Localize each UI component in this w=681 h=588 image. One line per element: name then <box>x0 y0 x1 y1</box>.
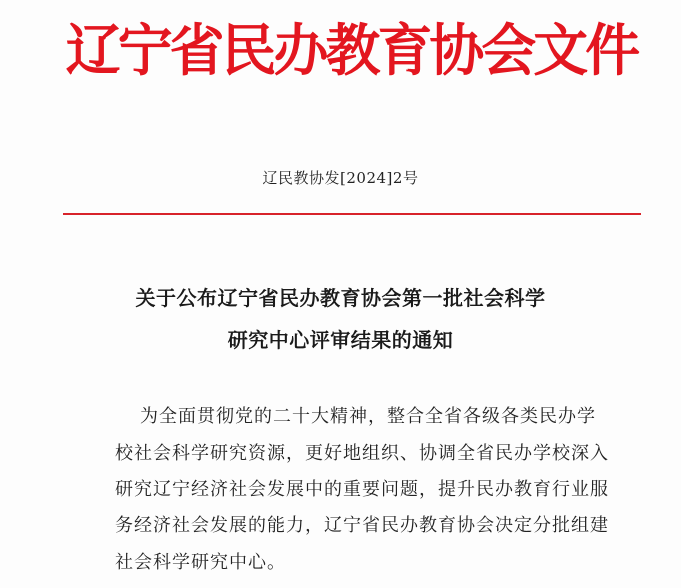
notice-title-line-2: 研究中心评审结果的通知 <box>227 328 454 352</box>
body-line: 务经济社会发展的能力，辽宁省民办教育协会决定分批组建 <box>115 515 609 536</box>
red-divider-line <box>63 213 641 215</box>
body-line: 校社会科学研究资源，更好地组织、协调全省民办学校深入 <box>115 443 609 464</box>
masthead-title: 辽宁省民办教育协会文件 <box>65 19 638 84</box>
body-line: 为全面贯彻党的二十大精神，整合全省各级各类民办学 <box>140 406 596 427</box>
body-line: 研究辽宁经济社会发展中的重要问题，提升民办教育行业服 <box>115 479 609 500</box>
body-line: 社会科学研究中心。 <box>115 552 286 573</box>
document-number: 辽民教协发[2024]2号 <box>262 169 419 187</box>
notice-title-line-1: 关于公布辽宁省民办教育协会第一批社会科学 <box>135 286 546 310</box>
